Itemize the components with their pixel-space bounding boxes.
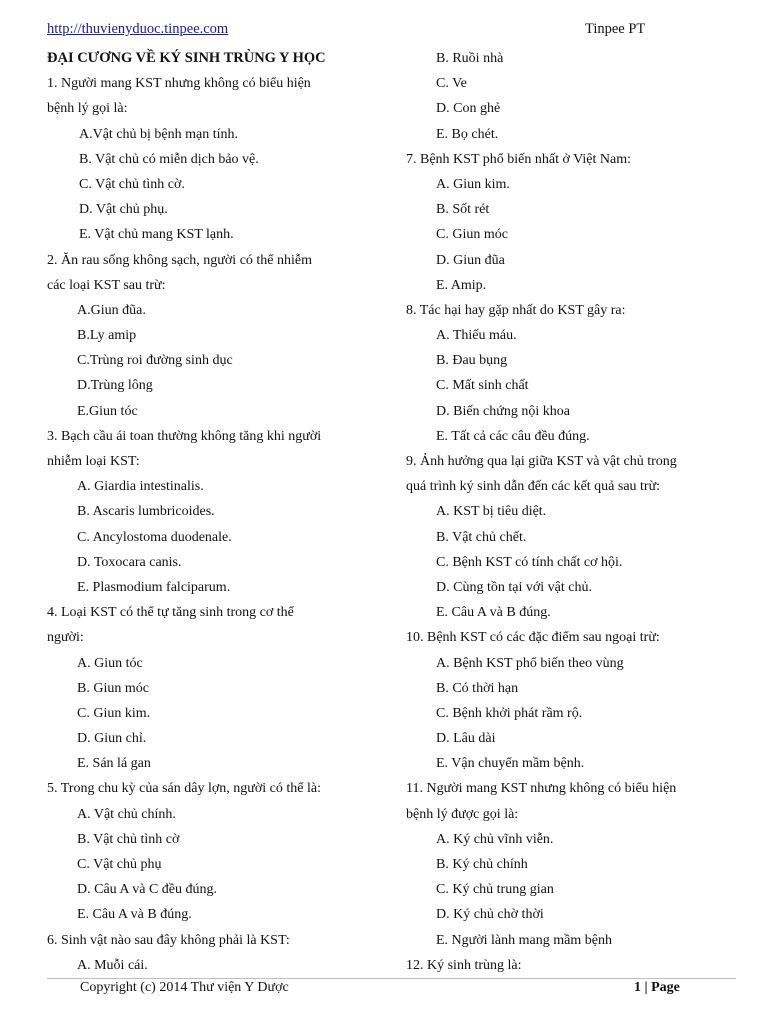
site-link[interactable]: http://thuvienyduoc.tinpee.com bbox=[47, 21, 229, 37]
question-text: 2. Ăn rau sống không sạch, người có thể nhiễm bbox=[47, 252, 313, 268]
right-column bbox=[406, 46, 736, 978]
page-number: 1 | Page bbox=[634, 980, 680, 995]
question-text: 3. Bạch cầu ái toan thường không tăng khi người bbox=[47, 428, 322, 444]
answer-option: D. Toxocara canis. bbox=[77, 554, 182, 570]
question-text: 6. Sinh vật nào sau đây không phải là KST: bbox=[47, 932, 290, 948]
answer-option: E. Tất cả các câu đều đúng. bbox=[436, 428, 590, 444]
question-text: 1. Người mang KST nhưng không có biểu hiện bbox=[47, 76, 311, 92]
question-text: 7. Bệnh KST phổ biến nhất ở Việt Nam: bbox=[406, 151, 631, 167]
question-text: nhiễm loại KST: bbox=[47, 454, 140, 469]
answer-option: E. Amip. bbox=[436, 277, 487, 293]
question-text: 12. Ký sinh trùng là: bbox=[406, 957, 522, 973]
answer-option: B. Giun móc bbox=[77, 680, 149, 696]
answer-option: E. Câu A và B đúng. bbox=[77, 907, 192, 923]
answer-option: B. Đau bụng bbox=[436, 353, 508, 369]
answer-option: D. Lâu dài bbox=[436, 731, 496, 747]
answer-option: C. Ancylostoma duodenale. bbox=[77, 529, 232, 545]
answer-option: D. Con ghẻ bbox=[436, 101, 501, 117]
answer-option: A. KST bị tiêu diệt. bbox=[436, 504, 547, 520]
header-author: Tinpee PT bbox=[585, 21, 646, 37]
answer-option: C. Ký chủ trung gian bbox=[436, 882, 554, 898]
answer-option: A.Vật chủ bị bệnh mạn tính. bbox=[79, 126, 239, 142]
answer-option: D. Vật chủ phụ. bbox=[79, 202, 168, 218]
question-text: quá trình ký sinh dẫn đến các kết quả sau trừ: bbox=[406, 479, 661, 495]
answer-option: E. Vận chuyển mầm bệnh. bbox=[436, 756, 585, 772]
answer-option: D. Cùng tồn tại với vật chủ. bbox=[436, 579, 592, 595]
question-text: bệnh lý được gọi là: bbox=[406, 806, 519, 822]
answer-option: E. Vật chủ mang KST lạnh. bbox=[79, 227, 234, 243]
question-text: 9. Ảnh hưởng qua lại giữa KST và vật chủ trong bbox=[406, 454, 677, 469]
answer-option: A. Giun tóc bbox=[77, 655, 143, 671]
answer-option: B. Vật chủ có miễn dịch bảo vệ. bbox=[79, 151, 259, 167]
answer-option: A. Muỗi cái. bbox=[77, 957, 148, 973]
question-text: các loại KST sau trừ: bbox=[47, 277, 166, 293]
answer-option: A. Bệnh KST phổ biến theo vùng bbox=[436, 655, 624, 671]
answer-option: A. Giardia intestinalis. bbox=[77, 479, 204, 495]
answer-option: E. Bọ chét. bbox=[436, 126, 499, 142]
answer-option: B. Ascaris lumbricoides. bbox=[77, 504, 215, 520]
answer-option: B.Ly amip bbox=[77, 328, 137, 344]
answer-option: C. Vật chủ tình cờ. bbox=[79, 176, 185, 192]
question-text: 10. Bệnh KST có các đặc điểm sau ngoại trừ: bbox=[406, 630, 660, 646]
answer-option: C.Trùng roi đường sinh dục bbox=[77, 353, 233, 369]
answer-option: A. Thiếu máu. bbox=[436, 328, 517, 344]
answer-option: B. Có thời hạn bbox=[436, 680, 519, 696]
question-text: 11. Người mang KST nhưng không có biểu hiện bbox=[406, 781, 677, 797]
answer-option: B. Vật chủ chết. bbox=[436, 529, 527, 545]
question-text: 4. Loại KST có thể tự tăng sinh trong cơ thể bbox=[47, 605, 294, 621]
answer-option: A.Giun đũa. bbox=[77, 302, 146, 318]
answer-option: A. Ký chủ vĩnh viễn. bbox=[436, 831, 554, 847]
answer-option: E. Sán lá gan bbox=[77, 756, 151, 772]
answer-option: C. Bệnh KST có tính chất cơ hội. bbox=[436, 554, 623, 570]
answer-option: E. Câu A và B đúng. bbox=[436, 605, 551, 621]
footer-divider bbox=[47, 978, 736, 979]
answer-option: D. Ký chủ chờ thời bbox=[436, 907, 544, 923]
answer-option: C. Vật chủ phụ bbox=[77, 857, 162, 872]
document-title: ĐẠI CƯƠNG VỀ KÝ SINH TRÙNG Y HỌC bbox=[47, 50, 326, 66]
answer-option: E. Người lành mang mầm bệnh bbox=[436, 932, 612, 948]
answer-option: C. Ve bbox=[436, 76, 467, 92]
answer-option: D. Câu A và C đều đúng. bbox=[77, 882, 217, 898]
answer-option: A. Vật chủ chính. bbox=[77, 806, 176, 822]
answer-option: E.Giun tóc bbox=[77, 403, 138, 419]
answer-option: C. Bệnh khởi phát rầm rộ. bbox=[436, 705, 583, 721]
answer-option: B. Vật chủ tình cờ bbox=[77, 831, 180, 847]
answer-option: C. Giun móc bbox=[436, 227, 508, 243]
answer-option: A. Giun kim. bbox=[436, 176, 510, 192]
answer-option: C. Mất sinh chất bbox=[436, 378, 529, 394]
left-column bbox=[47, 46, 377, 978]
answer-option: B. Ruồi nhà bbox=[436, 51, 504, 66]
question-text: 5. Trong chu kỳ của sán dây lợn, người có thể là: bbox=[47, 781, 321, 797]
answer-option: C. Giun kim. bbox=[77, 705, 151, 721]
answer-option: D. Biến chứng nội khoa bbox=[436, 403, 570, 419]
question-text: 8. Tác hại hay gặp nhất do KST gây ra: bbox=[406, 302, 626, 318]
answer-option: D. Giun đũa bbox=[436, 252, 505, 268]
answer-option: B. Ký chủ chính bbox=[436, 857, 528, 872]
footer-copyright: Copyright (c) 2014 Thư viện Y Dược bbox=[80, 980, 289, 995]
question-text: bệnh lý gọi là: bbox=[47, 101, 128, 117]
question-text: người: bbox=[47, 630, 84, 646]
answer-option: D. Giun chỉ. bbox=[77, 731, 147, 747]
answer-option: E. Plasmodium falciparum. bbox=[77, 579, 231, 595]
answer-option: B. Sốt rét bbox=[436, 202, 490, 218]
answer-option: D.Trùng lông bbox=[77, 378, 153, 394]
